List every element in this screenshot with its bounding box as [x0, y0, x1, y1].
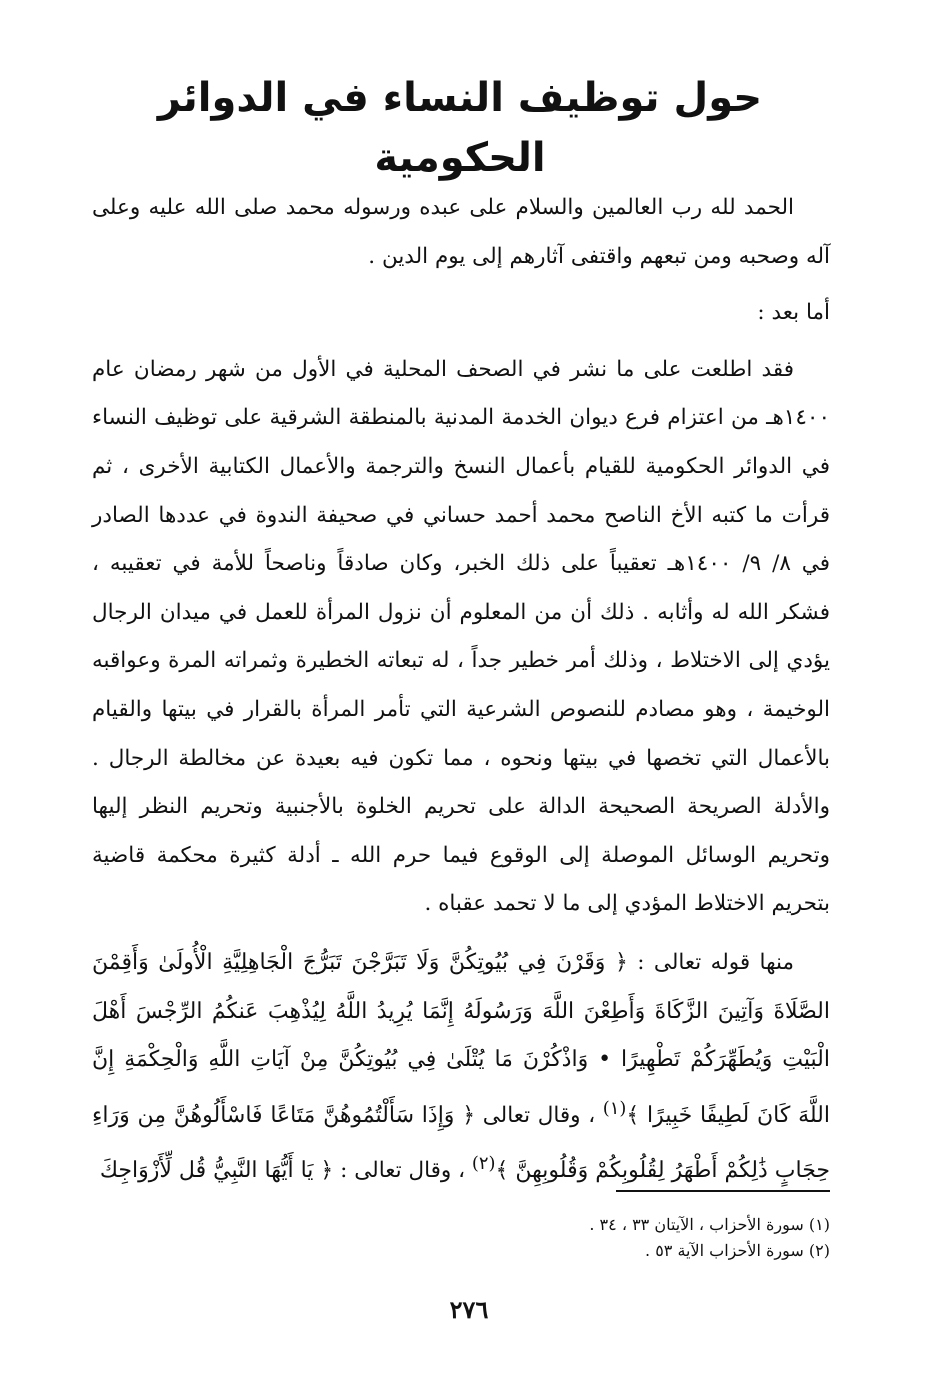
footnote-1: (١) سورة الأحزاب ، الآيتان ٣٣ ، ٣٤ . — [589, 1215, 830, 1234]
article-body — [92, 184, 830, 1196]
footnote-ref-2: (٢) — [471, 1153, 496, 1175]
footnote-ref-1: (١) — [602, 1097, 627, 1119]
verses-intro: منها قوله تعالى : — [637, 949, 794, 975]
page-number: ٢٧٦ — [449, 1295, 489, 1324]
amma-bad-line: أما بعد : — [757, 300, 830, 326]
verse2-intro: ، وقال تعالى — [482, 1102, 596, 1128]
quran-verse-2: ﴿ وَإِذَا سَأَلْتُمُوهُنَّ مَتَاعًا فَاسْأَلُوهُنَّ مِن وَرَاءِ حِجَابٍ ذَٰلِكُمْ أَطْهَرُ لِقُلُوبِكُمْ وَقُلُوبِهِنَّ ﴾ — [92, 1102, 830, 1184]
quran-verse-1: ﴿ وَقَرْنَ فِي بُيُوتِكُنَّ وَلَا تَبَرَّجْنَ تَبَرُّجَ الْجَاهِلِيَّةِ الْأُولَىٰ وَأَقِمْنَ الصَّلَاةَ وَآتِينَ الزَّكَاةَ وَأَطِعْنَ اللَّهَ وَرَسُولَهُ إِنَّمَا يُرِيدُ اللَّهُ لِيُذْهِبَ عَنكُمُ الرِّجْسَ أَهْلَ الْبَيْتِ وَيُطَهِّرَكُمْ تَطْهِيرًا • وَاذْكُرْنَ مَا يُتْلَىٰ فِي بُيُوتِكُنَّ مِنْ آيَاتِ اللَّهِ وَالْحِكْمَةِ إِنَّ اللَّهَ كَانَ لَطِيفًا خَبِيرًا ﴾ — [92, 949, 830, 1128]
page-title: حول توظيف النساء في الدوائر الحكومية — [157, 75, 763, 181]
quran-verse-3: ﴿ يَا أَيُّهَا النَّبِيُّ قُل لِّأَزْوَاجِكَ — [99, 1158, 334, 1184]
verse3-intro: ، وقال تعالى : — [340, 1158, 466, 1184]
footnote-divider — [616, 1190, 830, 1192]
footnote-2: (٢) سورة الأحزاب الآية ٥٣ . — [645, 1241, 830, 1260]
verses-paragraph — [92, 939, 830, 1196]
footnote-list — [92, 1212, 830, 1264]
footnotes — [92, 1190, 830, 1264]
main-paragraph: فقد اطلعت على ما نشر في الصحف المحلية في الأول من شهر رمضان عام ١٤٠٠هـ من اعتزام فرع ديوان الخدمة المدنية بالمنطقة الشرقية على توظيف النساء في الدوائر الحكومية للقيام بأعمال النسخ والترجمة والأعمال الكتابية الأخرى ، ثم قرأت ما كتبه الأخ الناصح محمد أحمد حساني في صحيفة الندوة في عددها الصادر في ٨/ ٩/ ١٤٠٠هـ تعقيباً على ذلك الخبر، وكان صادقاً وناصحاً للأمة في تعقيبه ، فشكر الله له وأثابه . ذلك أن من المعلوم أن نزول المرأة للعمل في ميدان الرجال يؤدي إلى الاختلاط ، وذلك أمر خطير جداً ، له تبعاته الخطيرة وثمراته المرة وعواقبه الوخيمة ، وهو مصادم للنصوص الشرعية التي تأمر المرأة بالقرار في بيتها والقيام بالأعمال التي تخصها في بيتها ونحوه ، مما تكون فيه بعيدة عن مخالطة الرجال . والأدلة الصريحة الصحيحة الدالة على تحريم الخلوة بالأجنبية وتحريم النظر إليها وتحريم الوسائل الموصلة إلى الوقوع فيما حرم الله ـ أدلة كثيرة محكمة قاضية بتحريم الاختلاط المؤدي إلى ما لا تحمد عقباه . — [92, 356, 830, 917]
opening-paragraph: الحمد لله رب العالمين والسلام على عبده ورسوله محمد صلى الله عليه وعلى آله وصحبه ومن تبعهم واقتفى آثارهم إلى يوم الدين . — [92, 195, 830, 269]
